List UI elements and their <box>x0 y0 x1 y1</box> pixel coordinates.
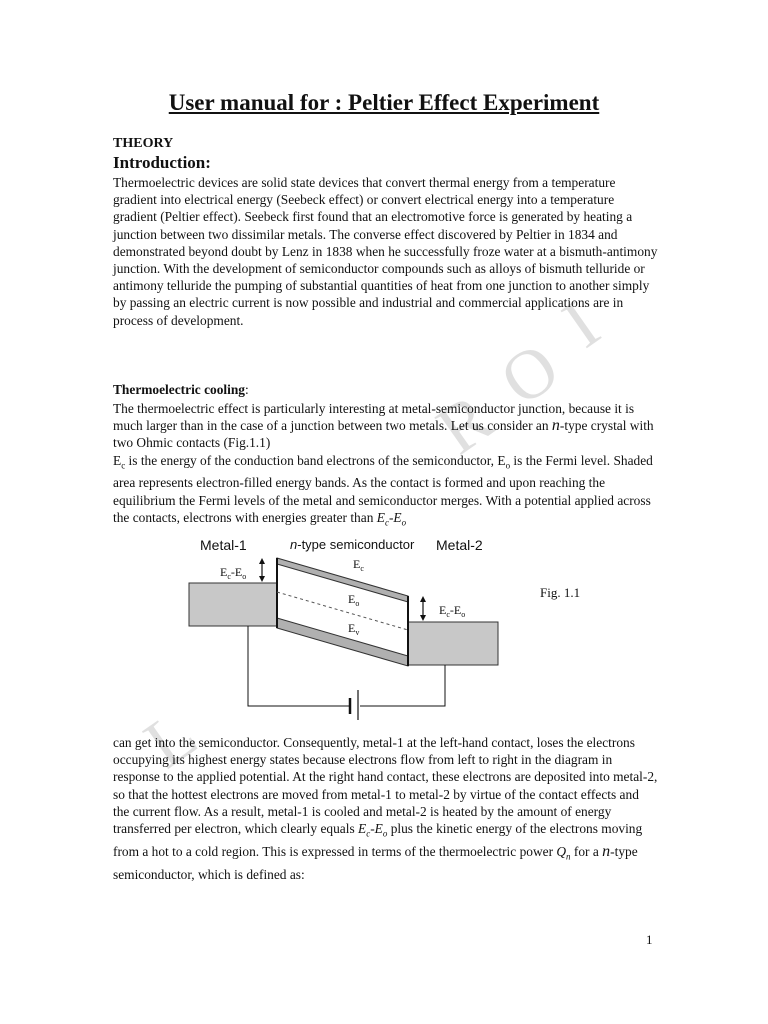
ec-subscript: c <box>121 460 126 471</box>
thermoelectric-cooling-paragraph <box>113 400 658 532</box>
qn-symbol: Q <box>556 843 567 859</box>
metal-2-block <box>408 622 498 665</box>
right-gap-label <box>439 603 465 619</box>
gap-e: -E <box>230 565 243 579</box>
ev-band-label <box>348 621 359 637</box>
gap-sub: o <box>461 610 466 619</box>
gap-sub: c <box>227 572 231 581</box>
ec-eo-subscript: o <box>382 828 388 839</box>
valence-band-shade <box>277 618 408 666</box>
ec-eo-symbol: E <box>358 821 367 837</box>
figure-caption: Fig. 1.1 <box>540 585 581 600</box>
ec-symbol: E <box>113 452 122 468</box>
cooling-heading-text: Thermoelectric cooling <box>113 382 245 397</box>
conduction-band-shade <box>277 558 408 602</box>
cooling-text: is the energy of the conduction band electrons of the semiconductor, E <box>125 452 506 468</box>
left-gap-arrowhead-up <box>259 558 265 564</box>
qn-subscript: n <box>566 851 571 862</box>
n-type-label <box>290 537 415 552</box>
ec-eo-symbol: -E <box>370 821 383 837</box>
metal-2-label: Metal-2 <box>436 537 483 553</box>
continuation-text: plus the kinetic energy of the electrons moving from a hot to a cold region. This is expressed in terms of the thermoelectric power <box>113 821 643 859</box>
eo-label-sub: o <box>355 599 360 608</box>
n-type-symbol: n <box>551 417 560 435</box>
continuation-paragraph <box>113 734 658 883</box>
eo-label-e: E <box>348 592 356 606</box>
cooling-text: -type crystal with two Ohmic contacts (Fig.1.1) <box>113 418 654 451</box>
cooling-text: The thermoelectric effect is particularly interesting at metal-semiconductor junction, because it is much larger than in the case of a junction between two metals. Let us consider an <box>113 401 635 434</box>
ec-band-label <box>353 557 364 573</box>
ec-label-sub: c <box>360 564 364 573</box>
left-gap-arrowhead-down <box>259 576 265 582</box>
band-diagram-figure <box>180 530 620 720</box>
circuit-wire-right <box>360 665 445 706</box>
eo-level-label <box>348 592 359 608</box>
metal-1-label: Metal-1 <box>200 537 247 553</box>
cooling-text: is the Fermi level. Shaded area represents electron-filled energy bands. As the contact is formed and upon reaching the equilibrium the Fermi levels of the metal and semiconductor merges. With a potential applied across the contacts, electrons with energies greater than <box>113 452 653 525</box>
gap-sub: o <box>242 572 247 581</box>
ev-label-e: E <box>348 621 356 635</box>
right-gap-arrowhead-down <box>420 615 426 621</box>
ec-label-e: E <box>353 557 361 571</box>
watermark-letter: O <box>487 328 573 421</box>
ev-label-sub: v <box>355 628 360 637</box>
introduction-heading: Introduction: <box>113 153 211 172</box>
n-type-n: n <box>290 537 298 552</box>
metal-1-block <box>189 583 277 626</box>
ec-eo-symbol: -E <box>388 509 402 525</box>
ec-eo-subscript: c <box>384 517 389 528</box>
theory-heading: THEORY <box>113 136 174 151</box>
ec-eo-subscript: c <box>366 828 371 839</box>
continuation-text: for a <box>570 843 603 859</box>
watermark-letter: R <box>423 379 507 470</box>
document-title: User manual for : Peltier Effect Experiment <box>168 90 600 115</box>
thermoelectric-cooling-heading <box>113 382 249 398</box>
introduction-paragraph: Thermoelectric devices are solid state devices that convert thermal energy from a temperature gradient into electrical energy (Seebeck effect) or convert electrical energy into a temperature gradient (Peltier effect). Seebeck first found that an electromotive force is generated by heating a junction between two dissimilar metals. The converse effect discovered by Peltier in 1834 and demonstrated beyond doubt by Lenz in 1838 when he successfully froze water at a bismuth-antimony junction. With the development of semiconductor compounds such as alloys of bismuth telluride or antimony telluride the pumping of substantial quantities of heat from one junction to another simply by passing an electric current is now possible and industrial and commercial applications are in process of development. <box>113 175 658 328</box>
ec-eo-symbol: E <box>376 509 385 525</box>
gap-e: E <box>439 603 447 617</box>
continuation-text: -type semiconductor, which is defined as: <box>113 843 638 882</box>
continuation-text: can get into the semiconductor. Consequently, metal-1 at the left-hand contact, loses the electrons occupying its highest energy states because electrons flow from left to right in the diagram in response to the applied potential. At the right hand contact, these electrons are deposited into metal-2, so that the hottest electrons are moved from metal-1 to metal-2 by virtue of the contact effects and the current flow. As a result, metal-1 is cooled and metal-2 is heated by the amount of energy transferred per electron, which clearly equals <box>113 735 658 837</box>
eo-subscript: o <box>505 460 511 471</box>
gap-sub: c <box>446 610 450 619</box>
watermark-letter: L <box>131 695 211 784</box>
right-gap-arrowhead-up <box>420 596 426 602</box>
gap-e: E <box>220 565 228 579</box>
gap-e: -E <box>449 603 462 617</box>
watermark-letter: I <box>549 286 614 363</box>
n-type-rest: -type semiconductor <box>297 537 415 552</box>
ec-eo-subscript: o <box>401 517 407 528</box>
left-gap-label <box>220 565 246 581</box>
n-type-symbol: n <box>602 842 611 860</box>
page-number: 1 <box>646 932 653 947</box>
cooling-heading-colon: : <box>245 382 249 397</box>
